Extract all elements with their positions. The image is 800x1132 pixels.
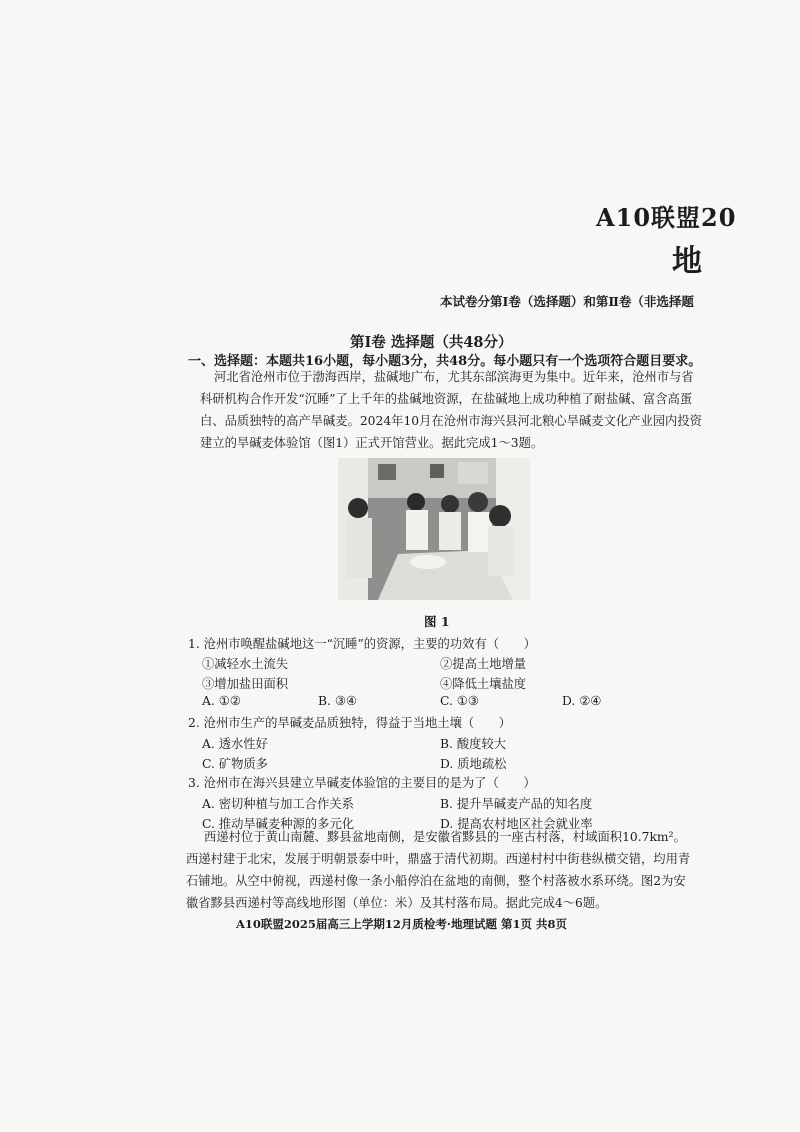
passage-line: 河北省沧州市位于渤海西岸，盐碱地广布，尤其东部滨海更为集中。近年来，沧州市与省 <box>214 370 694 384</box>
exam-title: A10联盟20 <box>596 203 737 232</box>
statement-item: ④降低土壤盐度 <box>440 677 527 691</box>
subject-title: 地 <box>672 244 702 279</box>
option-item: D. ②④ <box>562 694 602 708</box>
passage-line: 石铺地。从空中俯视，西递村像一条小船停泊在盆地的南侧，整个村落被水系环绕。图2为安 <box>186 874 686 888</box>
passage-2 <box>186 826 690 914</box>
exam-note: 本试卷分第Ⅰ卷（选择题）和第Ⅱ卷（非选择题 <box>440 294 694 309</box>
statement-item: ①减轻水土流失 <box>202 657 289 671</box>
passage-line: 西递村建于北宋，发展于明朝景泰中叶，鼎盛于清代初期。西递村村中街巷纵横交错，均用青 <box>186 852 691 866</box>
passage-line: 白、品质独特的高产旱碱麦。2024年10月在沧州市海兴县河北粮心旱碱麦文化产业园内投资 <box>200 414 702 428</box>
option-item: A. 密切种植与加工合作关系 <box>202 797 354 811</box>
passage-line: 建立的旱碱麦体验馆（图1）正式开馆营业。据此完成1～3题。 <box>200 436 544 450</box>
statement-item: ③增加盐田面积 <box>202 677 289 691</box>
option-item: B. ③④ <box>318 694 357 708</box>
statement-item: ②提高土地增量 <box>440 657 527 671</box>
option-item: C. 推动旱碱麦种源的多元化 <box>202 817 355 831</box>
passage-1 <box>200 366 702 454</box>
section-heading: 第Ⅰ卷 选择题（共48分） <box>350 334 513 351</box>
option-item: C. ①③ <box>440 694 479 708</box>
page-footer: A10联盟2025届高三上学期12月质检考·地理试题 第1页 共8页 <box>236 917 567 931</box>
passage-line: 西递村位于黄山南麓、黟县盆地南侧，是安徽省黟县的一座古村落，村域面积10.7km²。 <box>204 830 686 844</box>
figure-1-photo <box>338 458 530 600</box>
option-item: D. 提高农村地区社会就业率 <box>440 817 593 831</box>
section-instruction: 一、选择题：本题共16小题，每小题3分，共48分。每小题只有一个选项符合题目要求。 <box>188 354 702 369</box>
option-item: B. 提升旱碱麦产品的知名度 <box>440 797 593 811</box>
passage-line: 徽省黟县西递村等高线地形图（单位：米）及其村落布局。据此完成4～6题。 <box>186 896 608 910</box>
question-3-stem: 3. 沧州市在海兴县建立旱碱麦体验馆的主要目的是为了（ ） <box>188 776 536 790</box>
passage-line: 科研机构合作开发“沉睡”了上千年的盐碱地资源，在盐碱地上成功种植了耐盐碱、富含高蛋 <box>200 392 693 406</box>
question-2-stem: 2. 沧州市生产的旱碱麦品质独特，得益于当地土壤（ ） <box>188 716 512 730</box>
photo-illustration <box>338 458 530 600</box>
question-1-stem: 1. 沧州市唤醒盐碱地这一“沉睡”的资源，主要的功效有（ ） <box>188 637 536 651</box>
option-item: B. 酸度较大 <box>440 737 507 751</box>
option-item: D. 质地疏松 <box>440 757 507 771</box>
option-item: C. 矿物质多 <box>202 757 268 771</box>
option-item: A. 透水性好 <box>202 737 268 751</box>
figure-caption: 图 1 <box>424 614 450 629</box>
option-item: A. ①② <box>202 694 241 708</box>
